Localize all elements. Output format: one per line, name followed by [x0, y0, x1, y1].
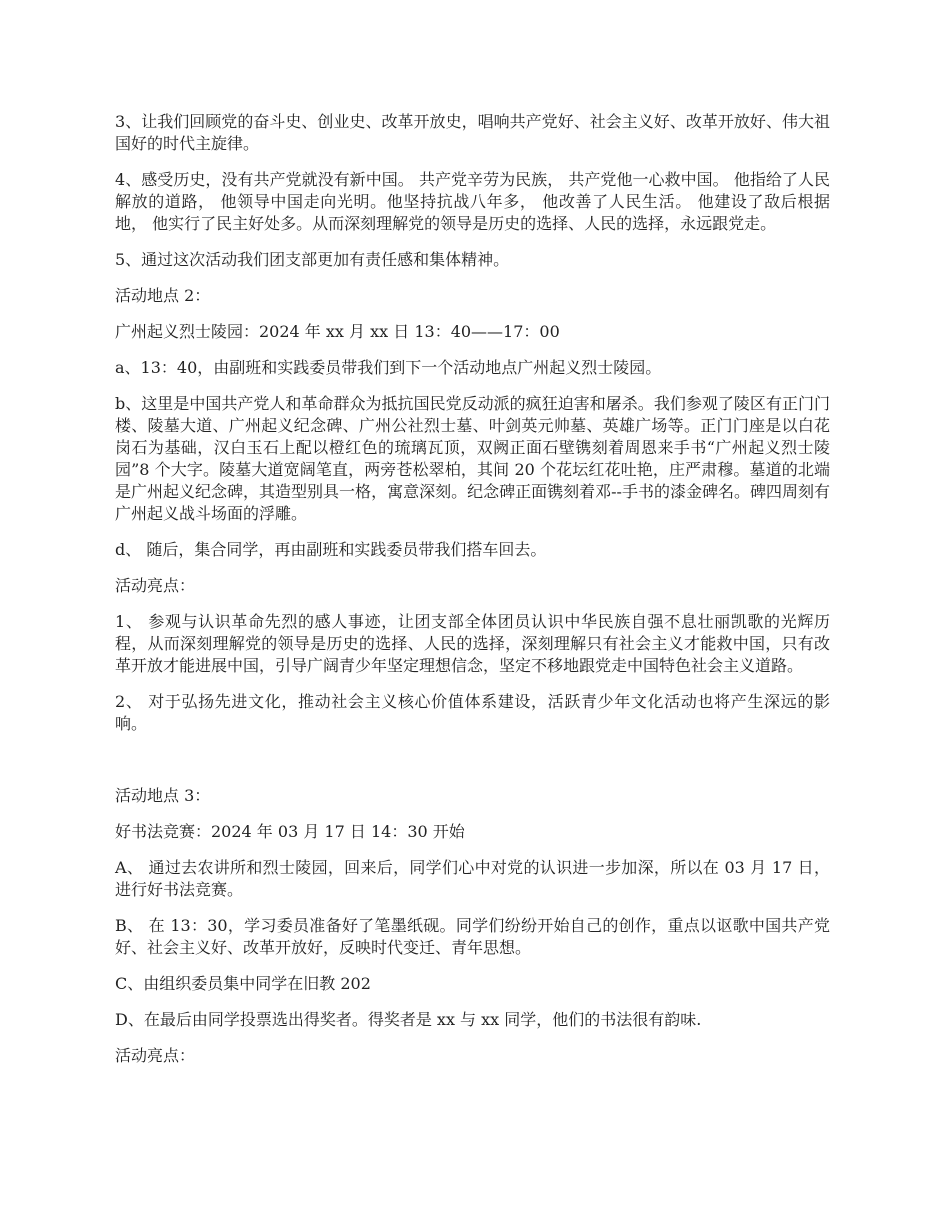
activity-location-2-heading: 活动地点 2： [115, 286, 211, 305]
item-B-preparation: B、 在 13：30，学习委员准备好了笔墨纸砚。同学们纷纷开始自己的创作，重点以讴歌中国共产党好、社会主义好、改革开放好，反映时代变迁、青年思想。 [115, 916, 830, 957]
calligraphy-contest-time: 好书法竞赛：2024 年 03 月 17 日 14：30 开始 [115, 822, 465, 841]
item-A-contest-reason: A、 通过去农讲所和烈士陵园，回来后，同学们心中对党的认识进一步加深，所以在 03 月 17 日，进行好书法竞赛。 [115, 858, 830, 899]
document-page [115, 111, 830, 1081]
location-2-time: 广州起义烈士陵园：2024 年 xx 月 xx 日 13：40——17：00 [115, 322, 560, 341]
item-b-cemetery-description: b、这里是中国共产党人和革命群众为抵抗国民党反动派的疯狂迫害和屠杀。我们参观了陵区有正门门楼、陵墓大道、广州起义纪念碑、广州公社烈士墓、叶剑英元帅墓、英雄广场等。正门门座是以白花岗石为基础，汉白玉石上配以橙红色的琉璃瓦顶，双阙正面石壁镌刻着周恩来手书“广州起义烈士陵园”8 个大字。陵墓大道宽阔笔直，两旁苍松翠柏，其间 20 个花坛红花吐艳，庄严肃穆。墓道的北端是广州起义纪念碑，其造型别具一格，寓意深刻。纪念碑正面镌刻着邓--手书的漆金碑名。碑四周刻有广州起义战斗场面的浮雕。 [115, 394, 830, 523]
activity-location-3-heading: 活动地点 3： [115, 786, 211, 805]
activity-highlights-heading: 活动亮点： [115, 576, 196, 595]
highlight-2: 2、 对于弘扬先进文化，推动社会主义核心价值体系建设，活跃青少年文化活动也将产生深远的影响。 [115, 692, 830, 733]
item-D-voting: D、在最后由同学投票选出得奖者。得奖者是 xx 与 xx 同学，他们的书法很有韵味. [115, 1010, 702, 1029]
activity-highlights-heading-2: 活动亮点： [115, 1046, 196, 1065]
paragraph-4-feel-history: 4、感受历史，没有共产党就没有新中国。 共产党辛劳为民族， 共产党他一心救中国。 他指给了人民解放的道路， 他领导中国走向光明。他坚持抗战八年多， 他改善了人民生活。 他建设了敌后根据地， 他实行了民主好处多。从而深刻理解党的领导是历史的选择、人民的选择，永远跟党走。 [115, 170, 830, 233]
item-C-gathering: C、由组织委员集中同学在旧教 202 [115, 974, 371, 993]
paragraph-3-review-history: 3、让我们回顾党的奋斗史、创业史、改革开放史，唱响共产党好、社会主义好、改革开放好、伟大祖国好的时代主旋律。 [115, 112, 830, 153]
paragraph-5-responsibility: 5、通过这次活动我们团支部更加有责任感和集体精神。 [115, 250, 510, 269]
item-a-departure: a、13：40，由副班和实践委员带我们到下一个活动地点广州起义烈士陵园。 [115, 358, 662, 377]
section-spacer [115, 749, 830, 785]
highlight-1: 1、 参观与认识革命先烈的感人事迹，让团支部全体团员认识中华民族自强不息壮丽凯歌的光辉历程，从而深刻理解党的领导是历史的选择、人民的选择，深刻理解只有社会主义才能救中国，只有改革开放才能进展中国，引导广阔青少年坚定理想信念，坚定不移地跟党走中国特色社会主义道路。 [115, 612, 830, 675]
item-d-return: d、 随后，集合同学，再由副班和实践委员带我们搭车回去。 [115, 540, 547, 559]
